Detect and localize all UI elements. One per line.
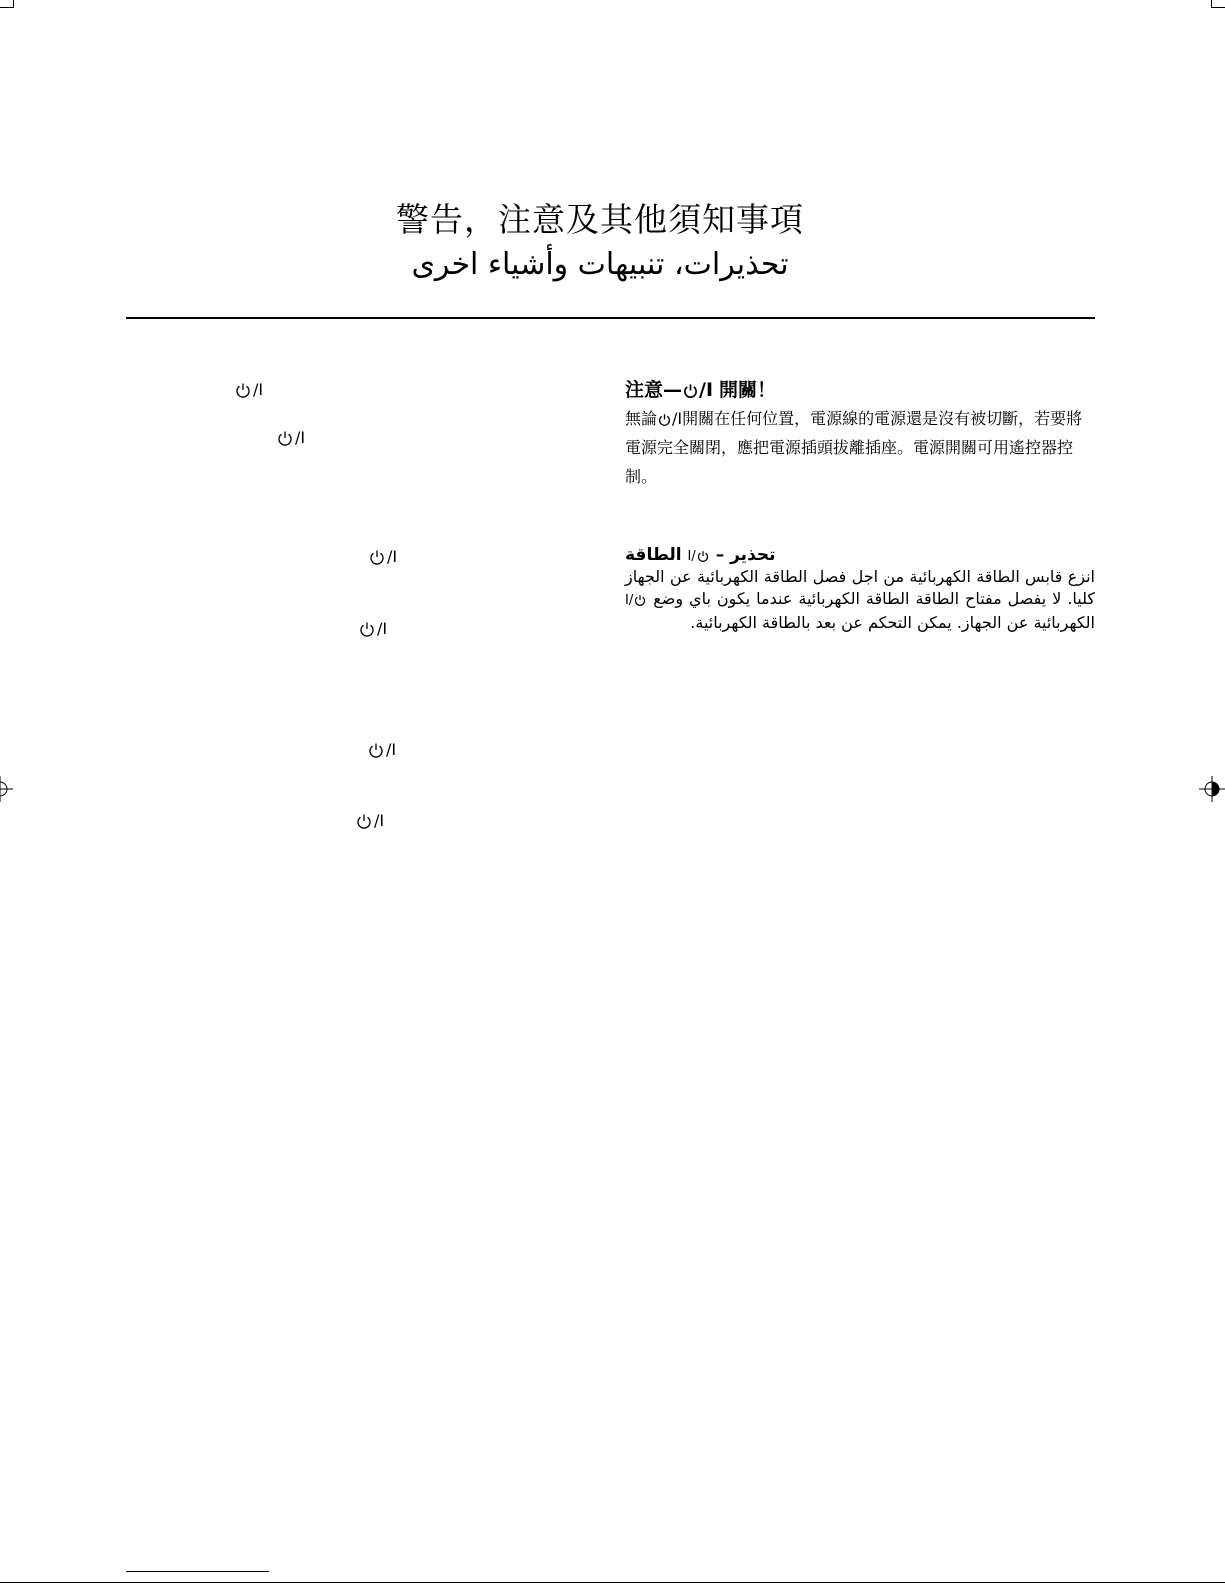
page-bottom-edge bbox=[0, 1582, 1225, 1583]
crop-mark-top-right-h bbox=[1211, 7, 1225, 8]
caution-body-part1: 無論 bbox=[625, 409, 658, 428]
crop-mark-top-right-v bbox=[1211, 0, 1212, 8]
power-symbol-3 bbox=[369, 548, 397, 566]
power-symbol-label: /I bbox=[687, 549, 696, 564]
power-icon bbox=[697, 550, 709, 562]
power-symbol-6 bbox=[356, 812, 384, 830]
registration-mark-right bbox=[1199, 776, 1225, 802]
power-symbol-label: /I bbox=[672, 409, 683, 428]
warning-heading-arabic bbox=[625, 544, 1095, 568]
caution-heading-suffix: 開關！ bbox=[719, 379, 777, 401]
caution-body-chinese bbox=[625, 404, 1095, 491]
crop-mark-top-left-v bbox=[13, 0, 14, 8]
warning-body-arabic bbox=[625, 566, 1095, 634]
power-symbol-2 bbox=[277, 429, 305, 447]
power-icon bbox=[235, 382, 251, 398]
power-symbol-label: /I bbox=[253, 380, 264, 399]
power-symbol-label: /I bbox=[295, 428, 306, 447]
footer-line bbox=[126, 1571, 269, 1572]
power-symbol-label: /I bbox=[377, 619, 388, 638]
power-symbol-4 bbox=[359, 620, 387, 638]
power-symbol-5 bbox=[368, 741, 396, 759]
warning-heading-part2: الطاقة bbox=[625, 545, 682, 565]
power-symbol-label: /I bbox=[386, 740, 397, 759]
power-icon bbox=[634, 594, 646, 606]
warning-body-part3: الكهربائية عن الجهاز. يمكن التحكم عن بعد بالطاقة الكهربائية. bbox=[690, 613, 1095, 632]
warning-body-part2: الطاقة الكهربائية عندما يكون باي وضع bbox=[653, 589, 910, 608]
power-icon bbox=[359, 621, 375, 637]
caution-body-part2: 開關在任何位置，電源線的電源還是沒有被切斷，若要將電源完全關閉，應把電源插頭拔離插座。電源開關可用遙控器控制。 bbox=[625, 409, 1083, 486]
warning-heading-part1: تحذير – bbox=[715, 545, 776, 565]
crop-mark-top-left-h bbox=[0, 7, 14, 8]
power-symbol-label: /I bbox=[625, 593, 634, 608]
power-icon bbox=[368, 742, 384, 758]
page-title-arabic: تحذيرات، تنبيهات وأشياء اخرى bbox=[411, 247, 789, 282]
caution-heading-chinese bbox=[625, 378, 776, 402]
registration-mark-left bbox=[0, 776, 13, 802]
power-icon bbox=[277, 430, 293, 446]
power-icon bbox=[658, 413, 671, 426]
power-icon bbox=[683, 383, 698, 398]
power-icon bbox=[369, 549, 385, 565]
power-symbol-1 bbox=[235, 381, 263, 399]
caution-heading-prefix: 注意— bbox=[625, 379, 683, 401]
power-symbol-label: /I bbox=[387, 547, 398, 566]
power-icon bbox=[356, 813, 372, 829]
warning-body-part1: انزع قابس الطاقة الكهربائية من اجل فصل الطاقة الكهربائية عن الجهاز كليا. لا يفصل مفتاح الطاقة bbox=[625, 567, 1096, 608]
power-symbol-label: /I bbox=[374, 811, 385, 830]
header-divider bbox=[126, 317, 1095, 319]
page-title-chinese: 警告，注意及其他須知事項 bbox=[396, 200, 804, 239]
power-symbol-label: /I bbox=[699, 379, 714, 401]
